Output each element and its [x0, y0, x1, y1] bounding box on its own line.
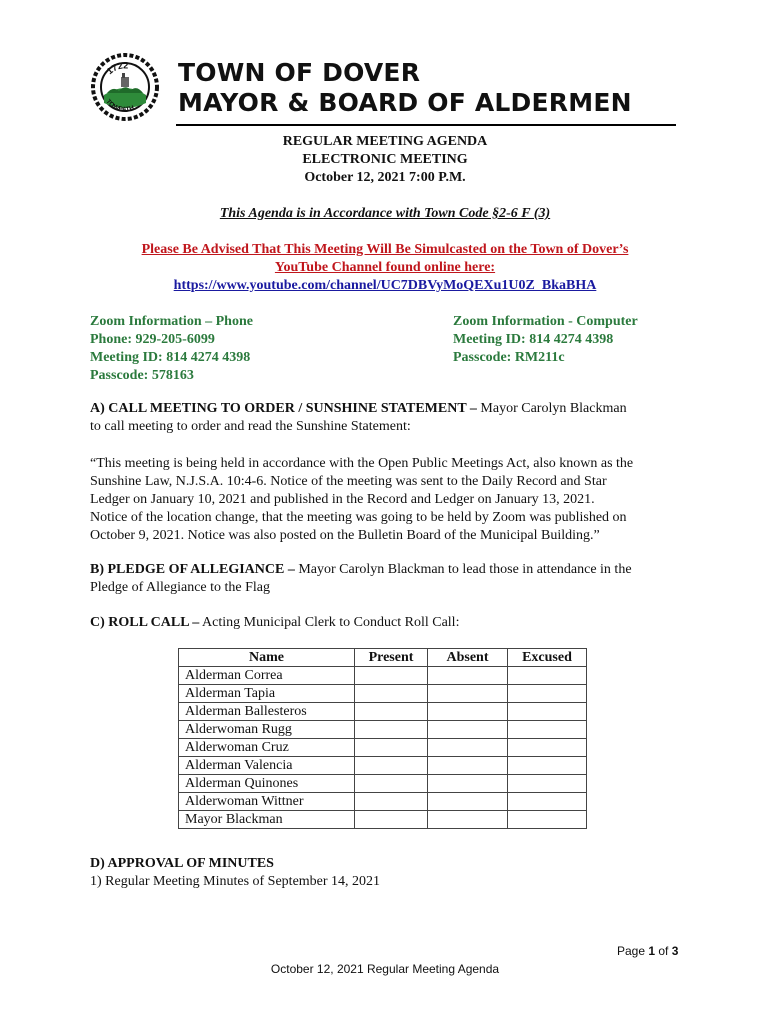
excused-cell	[508, 775, 587, 793]
table-row	[179, 757, 587, 775]
svg-text:1722: 1722	[104, 60, 129, 77]
zoom-computer-meeting-id: Meeting ID: 814 4274 4398	[453, 332, 614, 347]
table-row	[179, 667, 587, 685]
present-cell	[355, 793, 428, 811]
roll-call-table	[178, 648, 587, 829]
header-title	[178, 58, 632, 118]
excused-cell	[508, 721, 587, 739]
table-header-row	[179, 649, 587, 667]
sunshine-line: October 9, 2021. Notice was also posted on the Bulletin Board of the Municipal Building.”	[90, 528, 600, 543]
section-c-text-1: Acting Municipal Clerk to Conduct Roll Call:	[199, 615, 460, 630]
section-c	[90, 614, 690, 632]
member-name: Alderwoman Rugg	[179, 721, 355, 739]
table-row	[179, 793, 587, 811]
header-line-1: TOWN OF DOVER	[178, 58, 421, 87]
excused-cell	[508, 667, 587, 685]
table-row	[179, 739, 587, 757]
present-cell	[355, 757, 428, 775]
sunshine-line: Sunshine Law, N.J.S.A. 10:4-6. Notice of the meeting was sent to the Daily Record and Star	[90, 474, 607, 489]
zoom-computer-passcode: Passcode: RM211c	[453, 350, 565, 365]
sunshine-line: Ledger on January 10, 2021 and published in the Record and Ledger on January 13, 2021.	[90, 492, 595, 507]
excused-cell	[508, 811, 587, 829]
present-cell	[355, 739, 428, 757]
absent-cell	[428, 703, 508, 721]
present-cell	[355, 685, 428, 703]
present-cell	[355, 721, 428, 739]
table-row	[179, 721, 587, 739]
zoom-phone-passcode: Passcode: 578163	[90, 368, 194, 383]
zoom-phone-meeting-id: Meeting ID: 814 4274 4398	[90, 350, 251, 365]
table-row	[179, 685, 587, 703]
present-cell	[355, 703, 428, 721]
table-row	[179, 775, 587, 793]
col-header-absent: Absent	[428, 649, 508, 667]
sunshine-statement	[90, 455, 690, 545]
zoom-computer-title: Zoom Information - Computer	[453, 314, 638, 329]
section-d-heading: D) APPROVAL OF MINUTES	[90, 856, 274, 871]
member-name: Alderman Tapia	[179, 685, 355, 703]
page-current: 1	[648, 944, 656, 958]
page-total: 3	[671, 944, 679, 958]
zoom-phone-title: Zoom Information – Phone	[90, 314, 253, 329]
excused-cell	[508, 757, 587, 775]
member-name: Alderwoman Cruz	[179, 739, 355, 757]
footer-doc-name: October 12, 2021 Regular Meeting Agenda	[270, 962, 500, 976]
sunshine-line: “This meeting is being held in accordance with the Open Public Meetings Act, also known as the	[90, 456, 634, 471]
section-a-text-1: Mayor Carolyn Blackman	[476, 401, 627, 416]
member-name: Alderman Quinones	[179, 775, 355, 793]
excused-cell	[508, 703, 587, 721]
meeting-type: ELECTRONIC MEETING	[302, 152, 468, 167]
youtube-link[interactable]: https://www.youtube.com/channel/UC7DBVyMoQEXu1U0Z_BkaBHA	[173, 278, 597, 293]
member-name: Alderman Valencia	[179, 757, 355, 775]
header-line-2: MAYOR & BOARD OF ALDERMEN	[178, 88, 632, 117]
absent-cell	[428, 811, 508, 829]
absent-cell	[428, 739, 508, 757]
member-name: Alderman Correa	[179, 667, 355, 685]
section-a-text-2: to call meeting to order and read the Sunshine Statement:	[90, 419, 411, 434]
col-header-name: Name	[179, 649, 355, 667]
section-d	[90, 855, 690, 891]
present-cell	[355, 667, 428, 685]
excused-cell	[508, 739, 587, 757]
town-seal-logo	[91, 53, 159, 121]
absent-cell	[428, 667, 508, 685]
col-header-present: Present	[355, 649, 428, 667]
absent-cell	[428, 757, 508, 775]
svg-text:TOWPATH: TOWPATH	[104, 98, 136, 114]
excused-cell	[508, 793, 587, 811]
page-number	[617, 944, 678, 958]
section-b	[90, 561, 690, 597]
zoom-phone-number: Phone: 929-205-6099	[90, 332, 215, 347]
absent-cell	[428, 685, 508, 703]
section-c-heading: C) ROLL CALL –	[90, 615, 200, 630]
meeting-title: REGULAR MEETING AGENDA	[282, 134, 488, 149]
zoom-computer-block	[453, 313, 638, 367]
excused-cell	[508, 685, 587, 703]
section-a-heading: A) CALL MEETING TO ORDER / SUNSHINE STATEMENT –	[90, 401, 477, 416]
table-row	[179, 703, 587, 721]
page-of: of	[655, 944, 672, 958]
absent-cell	[428, 775, 508, 793]
table-row	[179, 811, 587, 829]
zoom-phone-block	[90, 313, 253, 385]
member-name: Mayor Blackman	[179, 811, 355, 829]
section-b-text-2: Pledge of Allegiance to the Flag	[90, 580, 271, 595]
absent-cell	[428, 793, 508, 811]
code-note: This Agenda is in Accordance with Town Code §2-6 F (3)	[219, 206, 551, 221]
header-divider	[176, 124, 676, 126]
member-name: Alderwoman Wittner	[179, 793, 355, 811]
member-name: Alderman Ballesteros	[179, 703, 355, 721]
simulcast-notice-line-1: Please Be Advised That This Meeting Will Be Simulcasted on the Town of Dover’s	[141, 242, 629, 257]
section-b-text-1: Mayor Carolyn Blackman to lead those in attendance in the	[294, 562, 632, 577]
section-b-heading: B) PLEDGE OF ALLEGIANCE –	[90, 562, 295, 577]
section-a	[90, 400, 690, 436]
meeting-datetime: October 12, 2021 7:00 P.M.	[304, 170, 466, 185]
page-prefix: Page	[617, 944, 649, 958]
absent-cell	[428, 721, 508, 739]
simulcast-notice-line-2: YouTube Channel found online here:	[274, 260, 496, 275]
present-cell	[355, 811, 428, 829]
col-header-excused: Excused	[508, 649, 587, 667]
present-cell	[355, 775, 428, 793]
sunshine-line: Notice of the location change, that the meeting was going to be held by Zoom was published on	[90, 510, 627, 525]
section-d-item-1: 1) Regular Meeting Minutes of September 14, 2021	[90, 874, 381, 889]
